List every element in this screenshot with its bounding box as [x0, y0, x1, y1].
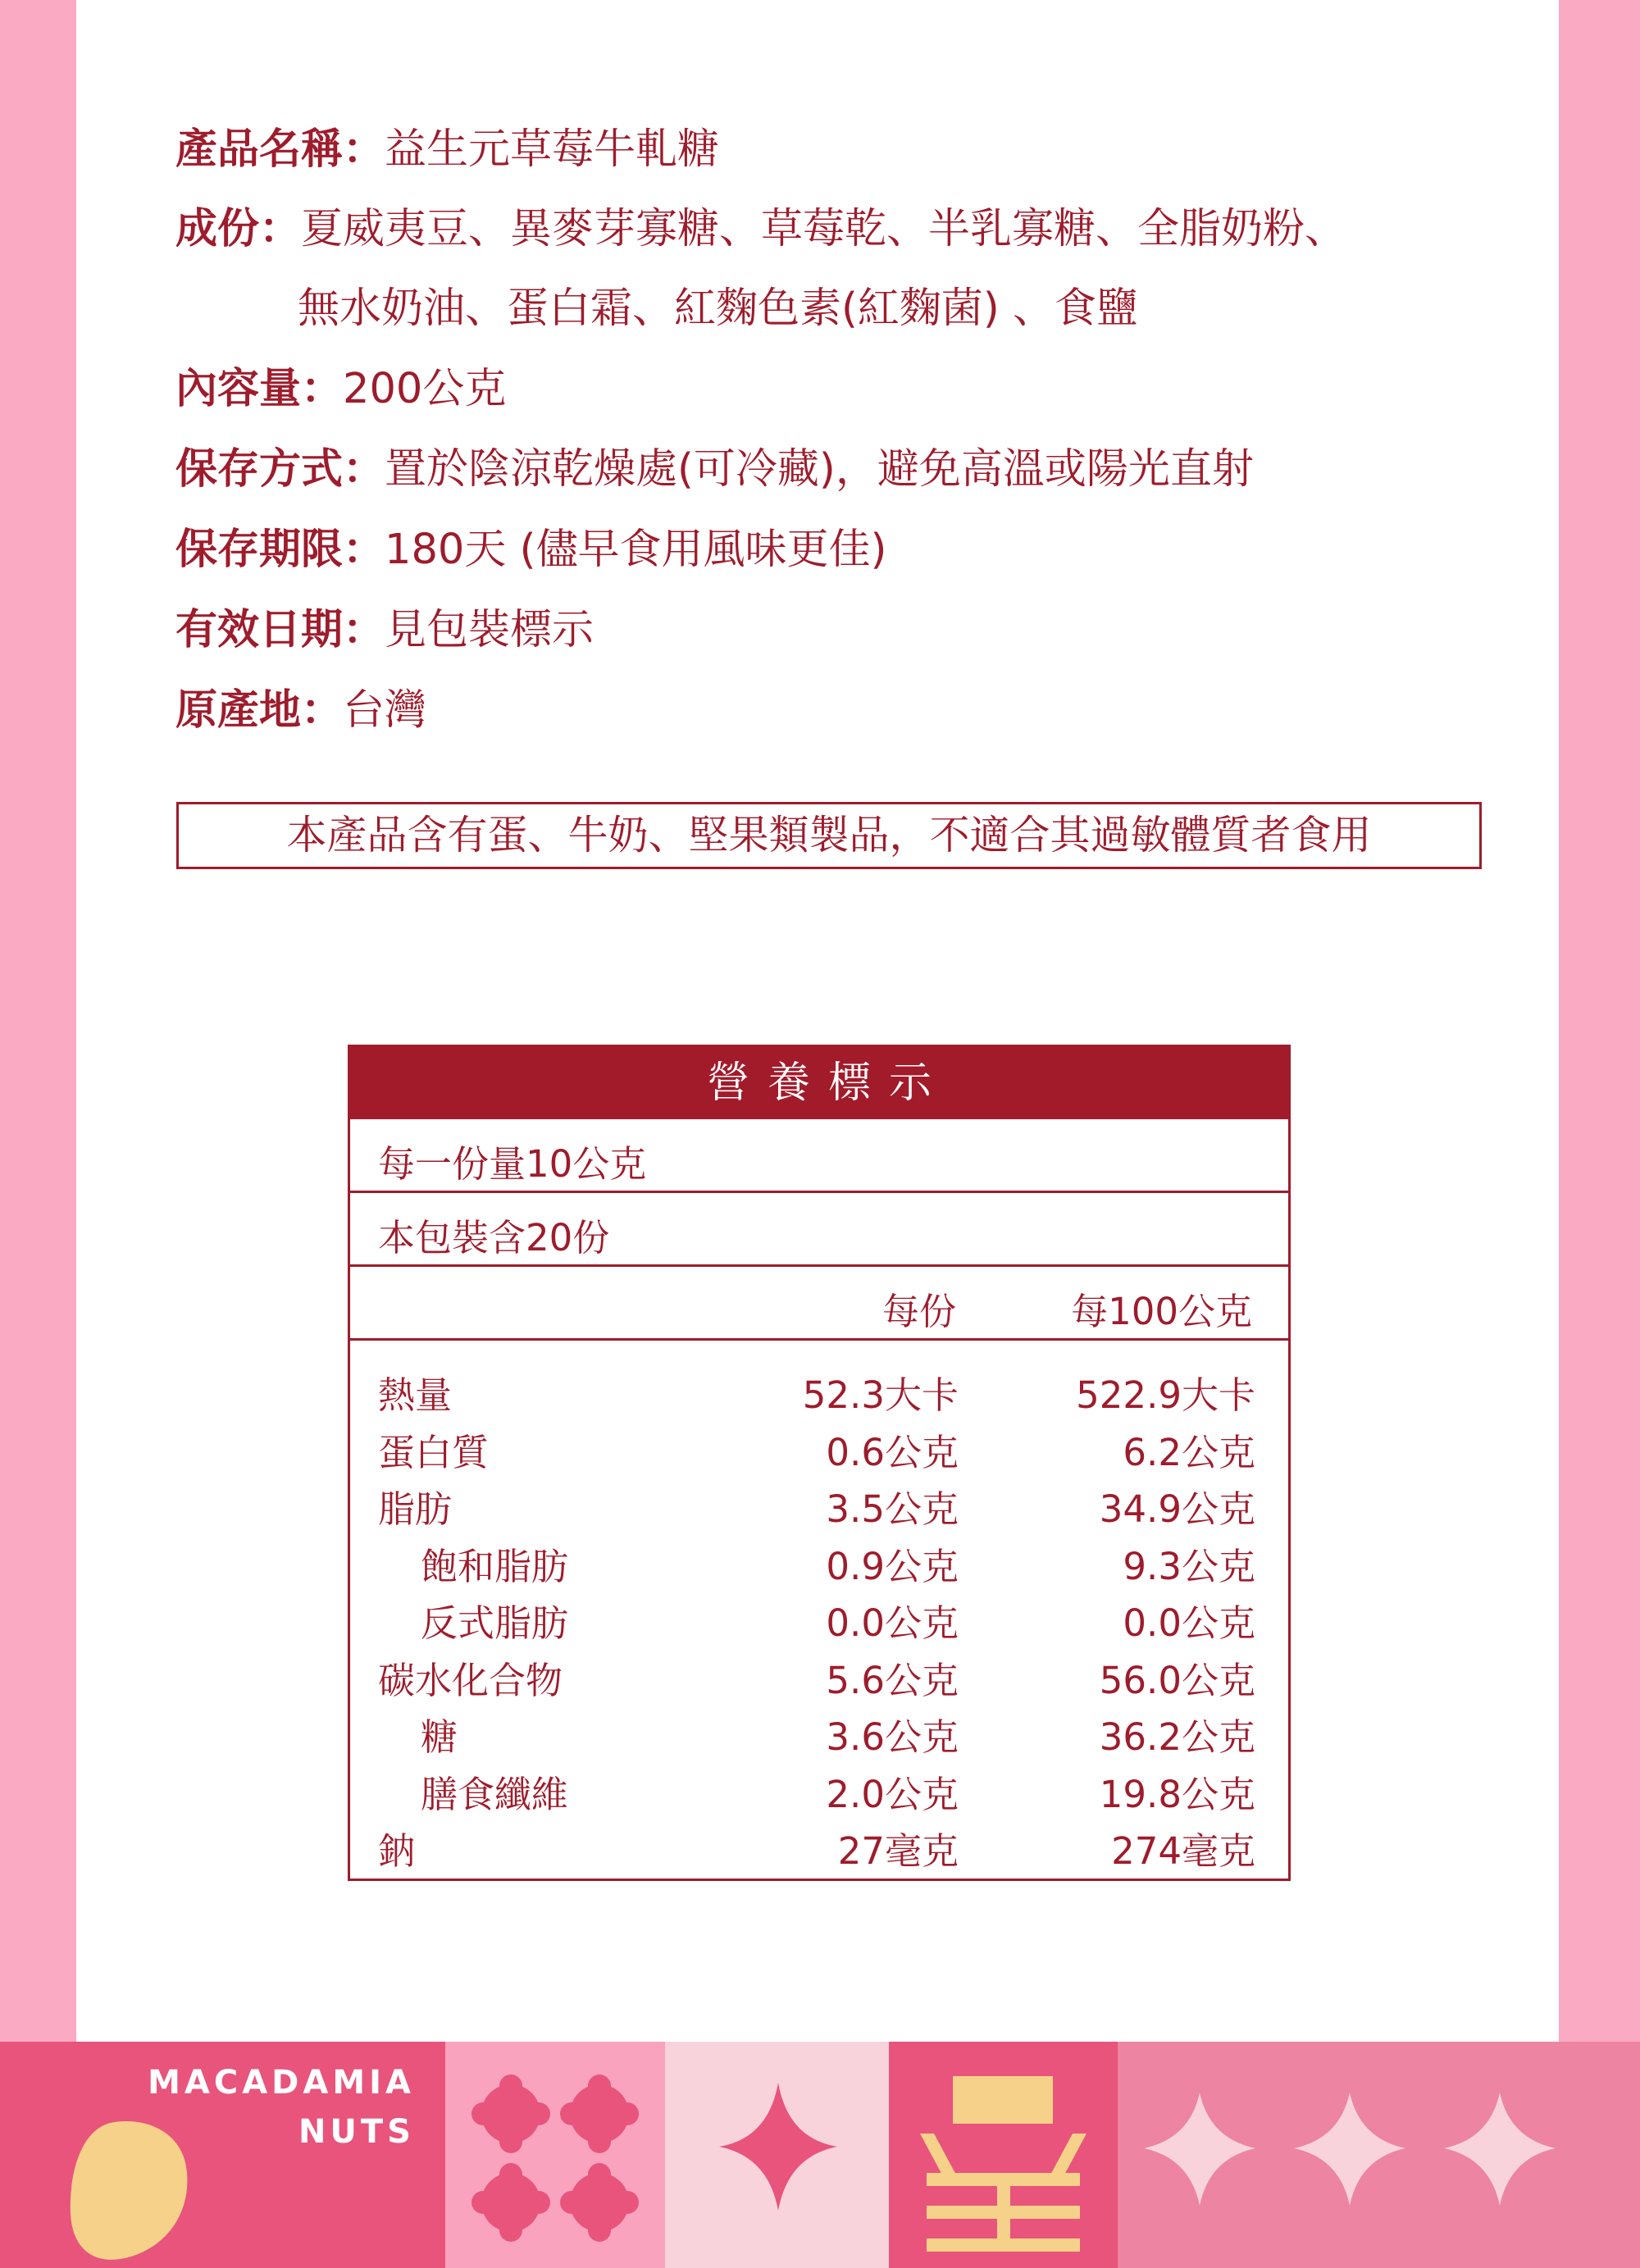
- nutrient-row: [350, 1644, 1288, 1701]
- expiry-value: 見包裝標示: [385, 606, 594, 654]
- nutrient-per-serving: 52.3大卡: [802, 1373, 959, 1417]
- nutrient-per-100g: 56.0公克: [1099, 1658, 1255, 1702]
- product-name-line: [175, 121, 719, 179]
- ingredients-line-2: 無水奶油、蛋白霜、紅麴色素(紅麴菌) 、食鹽: [298, 285, 1139, 333]
- separator: ：: [301, 365, 344, 413]
- nutrient-per-100g: 9.3公克: [1123, 1544, 1255, 1588]
- nutrient-per-serving: 5.6公克: [826, 1658, 959, 1702]
- brand-line-2: NUTS: [298, 2113, 415, 2151]
- band-stars: [1118, 2042, 1640, 2268]
- nutrient-name: 碳水化合物: [378, 1658, 563, 1702]
- band-flowers: [445, 2042, 665, 2268]
- nutrient-name: 飽和脂肪: [421, 1544, 569, 1588]
- expiry-line: [175, 602, 594, 659]
- nutrient-per-100g: 0.0公克: [1123, 1601, 1255, 1645]
- nutrient-per-serving: 3.5公克: [826, 1487, 959, 1531]
- nutrient-per-100g: 19.8公克: [1099, 1772, 1255, 1816]
- product-name-value: 益生元草莓牛軋糖: [385, 125, 720, 174]
- nutrient-name: 鈉: [378, 1829, 416, 1873]
- col-per-serving: 每份: [882, 1290, 956, 1333]
- origin-label: 原產地: [175, 686, 302, 735]
- nutrient-name: 脂肪: [378, 1487, 453, 1531]
- storage-value: 置於陰涼乾燥處(可冷藏)，避免高溫或陽光直射: [385, 445, 1254, 494]
- nutrient-name: 熱量: [378, 1373, 453, 1417]
- shelf-life-line: [175, 521, 886, 579]
- brand-text: [144, 2058, 415, 2156]
- nutrient-row: [350, 1530, 1288, 1587]
- separator: ：: [343, 125, 385, 174]
- col-per-100g: 每100公克: [1071, 1290, 1252, 1333]
- brand-line-1: MACADAMIA: [148, 2064, 415, 2102]
- servings-per-pack: 本包裝含20份: [378, 1216, 610, 1259]
- nutrient-row: [350, 1758, 1288, 1815]
- origin-value: 台灣: [343, 686, 427, 735]
- nutrient-name: 反式脂肪: [421, 1601, 569, 1645]
- shelf-life-value: 180天 (儘早食用風味更佳): [385, 526, 887, 574]
- storage-label: 保存方式: [175, 445, 344, 494]
- flower-icons: [445, 2042, 665, 2268]
- nutrient-name: 糖: [421, 1715, 458, 1759]
- nutrient-per-100g: 36.2公克: [1099, 1715, 1255, 1759]
- nutrient-per-100g: 34.9公克: [1099, 1487, 1255, 1531]
- expiry-label: 有效日期: [175, 606, 344, 654]
- ingredients-line: [175, 201, 1346, 258]
- servings-per-pack-row: [350, 1193, 1288, 1267]
- band-star: [665, 2042, 889, 2268]
- separator: ：: [343, 606, 385, 654]
- serving-size: 每一份量10公克: [378, 1142, 647, 1186]
- ingredients-value-1: 夏威夷豆、異麥芽寡糖、草莓乾、半乳寡糖、全脂奶粉、: [301, 205, 1347, 253]
- separator: ：: [301, 686, 344, 735]
- nutrient-row: [350, 1416, 1288, 1473]
- nutrient-per-100g: 6.2公克: [1123, 1430, 1255, 1474]
- nutrient-row: [350, 1587, 1288, 1644]
- nutrient-name: 蛋白質: [378, 1430, 490, 1474]
- content-value: 200公克: [343, 365, 507, 413]
- nutrient-row: [350, 1359, 1288, 1416]
- shelf-life-label: 保存期限: [175, 526, 344, 574]
- product-name-label: 產品名稱: [175, 125, 344, 174]
- star-icon: [665, 2042, 889, 2268]
- allergen-notice: 本產品含有蛋、牛奶、堅果類製品，不適合其過敏體質者食用: [176, 802, 1482, 869]
- column-header-row: [350, 1267, 1288, 1341]
- nutrient-row: [350, 1815, 1288, 1872]
- nutrient-name: 膳食纖維: [421, 1772, 569, 1816]
- nutrient-per-100g: 274毫克: [1111, 1829, 1255, 1873]
- nutrient-per-serving: 0.6公克: [826, 1430, 959, 1474]
- nutrient-per-serving: 27毫克: [837, 1829, 959, 1873]
- nutrient-per-100g: 522.9大卡: [1076, 1373, 1255, 1417]
- content-line: [175, 361, 506, 418]
- serving-size-row: [350, 1119, 1288, 1193]
- snack-icon: [889, 2042, 1118, 2268]
- nutrient-row: [350, 1701, 1288, 1758]
- nutrient-per-serving: 3.6公克: [826, 1715, 959, 1759]
- nutrition-table: [348, 1045, 1291, 1881]
- band-snack: [889, 2042, 1118, 2268]
- nutrition-title: 營養標示: [350, 1047, 1288, 1119]
- separator: ：: [343, 445, 385, 494]
- nutrient-per-serving: 2.0公克: [826, 1772, 959, 1816]
- nutrient-per-serving: 0.9公克: [826, 1544, 959, 1588]
- stars-icons: [1118, 2042, 1640, 2268]
- ingredients-label: 成份: [175, 205, 260, 253]
- content-label: 內容量: [175, 365, 302, 413]
- nutrient-row: [350, 1473, 1288, 1530]
- origin-line: [175, 682, 426, 740]
- nutrient-per-serving: 0.0公克: [826, 1601, 959, 1645]
- storage-line: [175, 441, 1254, 499]
- separator: ：: [343, 526, 385, 574]
- separator: ：: [259, 205, 302, 253]
